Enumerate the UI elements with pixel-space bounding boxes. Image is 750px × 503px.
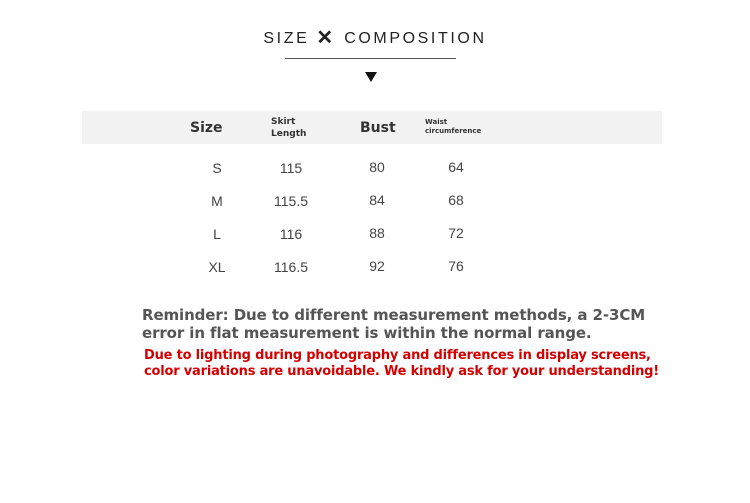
cross-icon: ✕ (316, 27, 334, 49)
cell-waist: 72 (448, 225, 464, 241)
cell-waist: 68 (448, 192, 464, 208)
page-title (0, 24, 750, 49)
title-composition: COMPOSITION (344, 30, 487, 47)
cell-skirt-length: 116 (279, 226, 303, 242)
cell-size: L (213, 226, 221, 242)
table-row (0, 159, 750, 179)
header-waist-line1: Waist (425, 118, 448, 126)
table-row (0, 192, 750, 212)
title-divider (285, 58, 456, 59)
cell-size: M (211, 193, 223, 209)
cell-skirt-length: 115.5 (274, 193, 308, 209)
header-skirt-line1: Skirt (271, 117, 296, 127)
header-waist (425, 118, 481, 136)
reminder-note: Reminder: Due to different measurement methods, a 2-3CM error in flat measurement is within the normal range. (142, 306, 646, 342)
cell-bust: 88 (369, 225, 385, 241)
cell-size: XL (208, 259, 226, 275)
cell-bust: 92 (369, 258, 385, 274)
cell-waist: 64 (448, 159, 464, 175)
cell-bust: 80 (369, 159, 385, 175)
header-size: Size (190, 120, 223, 136)
table-row (0, 225, 750, 245)
header-skirt-line2: Length (271, 129, 307, 139)
title-size: SIZE (263, 30, 310, 47)
header-waist-line2: circumference (425, 127, 482, 135)
header-bust: Bust (360, 120, 396, 136)
color-warning-note: Due to lighting during photography and differences in display screens, color variations are unavoidable. We kindly ask for your understanding! (144, 348, 659, 379)
cell-size: S (212, 160, 222, 176)
table-row (0, 258, 750, 278)
table-header (82, 111, 662, 144)
cell-waist: 76 (448, 258, 464, 274)
cell-bust: 84 (369, 192, 385, 208)
cell-skirt-length: 115 (279, 160, 303, 176)
cell-skirt-length: 116.5 (274, 259, 308, 275)
header-skirt-length (271, 116, 306, 140)
down-triangle-icon (365, 72, 377, 82)
